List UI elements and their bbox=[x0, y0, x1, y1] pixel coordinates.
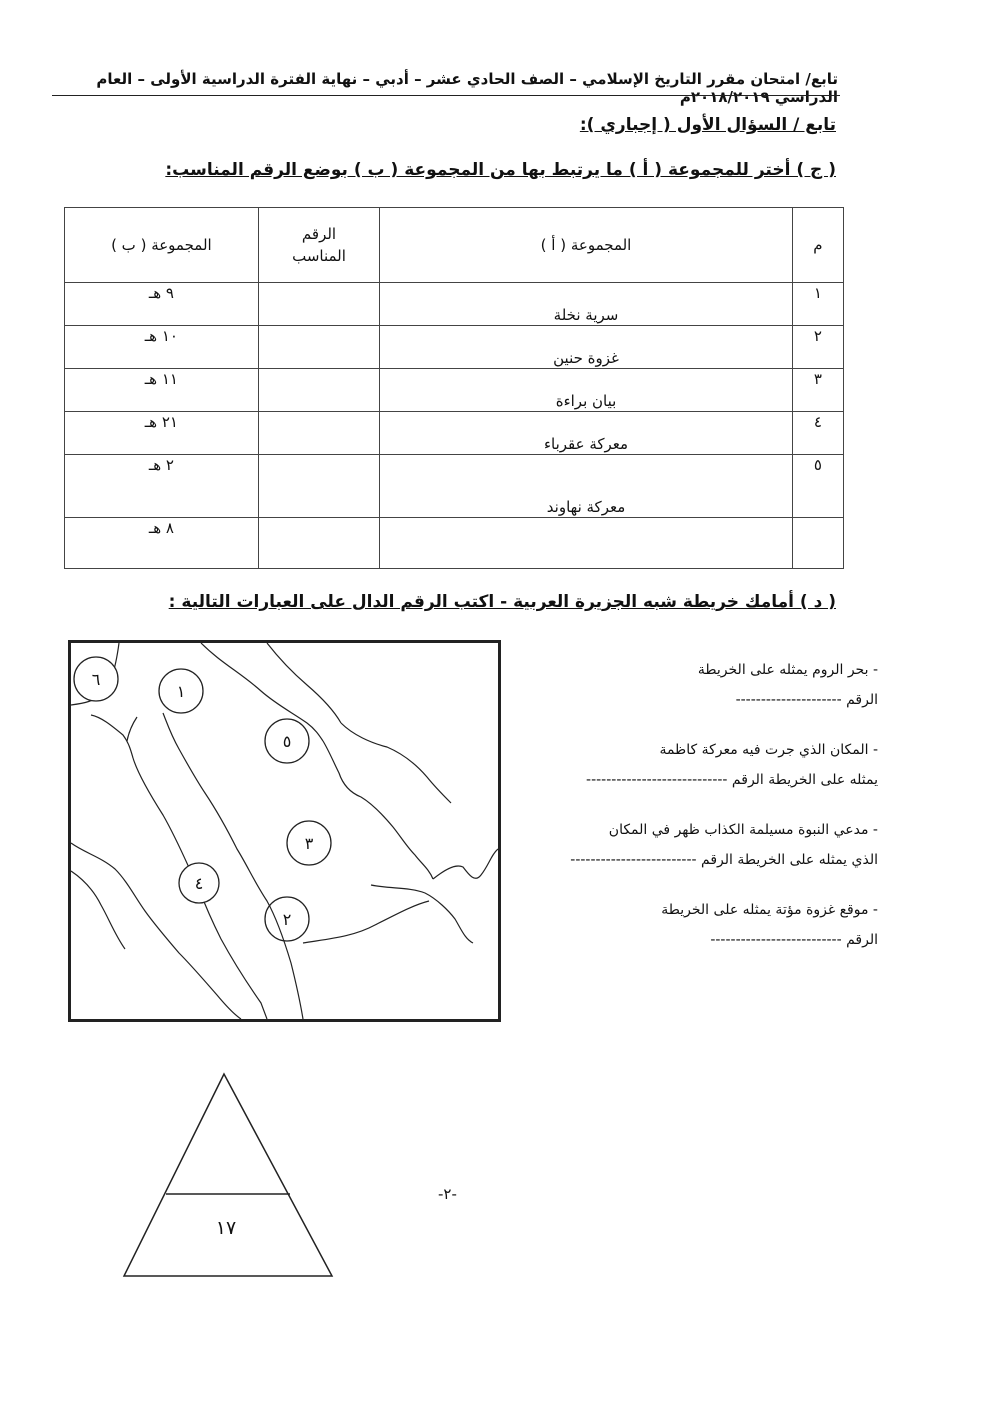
map-label-4: ٤ bbox=[194, 874, 204, 893]
cell-group-b: ١١ هـ bbox=[65, 369, 259, 412]
header-number: الرقم المناسب bbox=[258, 208, 379, 283]
answer-cell[interactable] bbox=[258, 369, 379, 412]
score-triangle bbox=[120, 1070, 336, 1280]
map-label-5: ٥ bbox=[282, 732, 292, 751]
table-row bbox=[65, 283, 844, 326]
cell-m: ٣ bbox=[792, 369, 843, 412]
southern-coast bbox=[303, 901, 429, 943]
map-label-1: ١ bbox=[176, 682, 186, 701]
map-question-3: - مدعي النبوة مسيلمة الكذاب ظهر في المكان الذي يمثله على الخريطة الرقم ------------------------- bbox=[570, 822, 878, 868]
cell-group-a: معركة عقرباء bbox=[380, 412, 793, 455]
exam-header: تابع/ امتحان مقرر التاريخ الإسلامي – الصف الحادي عشر – أدبي – نهاية الفترة الدراسية الأولى – العام الدراسي ٢٠١٨/٢٠١٩م bbox=[96, 70, 838, 106]
matching-table bbox=[64, 207, 844, 569]
map-question-1: - بحر الروم يمثله على الخريطة الرقم --------------------- bbox=[697, 662, 878, 708]
persian-gulf-north-coast bbox=[341, 723, 451, 803]
table-row bbox=[65, 412, 844, 455]
map-question-2: - المكان الذي جرت فيه معركة كاظمة يمثله على الخريطة الرقم ---------------------------- bbox=[586, 742, 878, 788]
part-c-instruction: ( ج ) أختر للمجموعة ( أ ) ما يرتبط بها من المجموعة ( ب ) بوضع الرقم المناسب: bbox=[165, 160, 836, 180]
cell-group-b: ٩ هـ bbox=[65, 283, 259, 326]
cell-group-a: معركة نهاوند bbox=[380, 455, 793, 518]
answer-cell[interactable] bbox=[258, 455, 379, 518]
oman-coast bbox=[433, 849, 498, 879]
cell-group-b: ١٠ هـ bbox=[65, 326, 259, 369]
cell-group-b: ٢ هـ bbox=[65, 455, 259, 518]
map-outline bbox=[71, 643, 498, 1019]
answer-cell[interactable] bbox=[258, 283, 379, 326]
map-markers bbox=[74, 657, 331, 941]
header-group-a: المجموعة ( أ ) bbox=[380, 208, 793, 283]
answer-cell[interactable] bbox=[258, 326, 379, 369]
section-title: تابع / السؤال الأول ( إجباري ): bbox=[579, 115, 836, 135]
score-value: ١٧ bbox=[215, 1217, 237, 1239]
header-divider bbox=[52, 95, 840, 96]
answer-cell[interactable] bbox=[258, 412, 379, 455]
cell-m: ١ bbox=[792, 283, 843, 326]
header-m: م bbox=[792, 208, 843, 283]
map-label-2: ٢ bbox=[282, 910, 292, 929]
table-row bbox=[65, 326, 844, 369]
table-row bbox=[65, 518, 844, 569]
table-header-row bbox=[65, 208, 844, 283]
cell-m bbox=[792, 518, 843, 569]
africa-coast bbox=[71, 843, 241, 1019]
table-row bbox=[65, 455, 844, 518]
arabian-peninsula-map bbox=[68, 640, 501, 1022]
answer-cell[interactable] bbox=[258, 518, 379, 569]
map-label-6: ٦ bbox=[91, 670, 101, 689]
cell-group-a: غزوة حنين bbox=[380, 326, 793, 369]
cell-m: ٥ bbox=[792, 455, 843, 518]
header-group-b: المجموعة ( ب ) bbox=[65, 208, 259, 283]
cell-group-b: ٢١ هـ bbox=[65, 412, 259, 455]
cell-group-a: بيان براءة bbox=[380, 369, 793, 412]
persian-gulf-west-coast bbox=[323, 741, 433, 879]
cell-group-a: سرية نخلة bbox=[380, 283, 793, 326]
part-d-instruction: ( د ) أمامك خريطة شبه الجزيرة العربية - اكتب الرقم الدال على العبارات التالية : bbox=[168, 592, 836, 612]
map-question-4: - موقع غزوة مؤتة يمثله على الخريطة الرقم -------------------------- bbox=[661, 902, 878, 948]
map-label-3: ٣ bbox=[304, 834, 314, 853]
cell-m: ٤ bbox=[792, 412, 843, 455]
river-line bbox=[201, 643, 323, 741]
cell-group-b: ٨ هـ bbox=[65, 518, 259, 569]
cell-group-a bbox=[380, 518, 793, 569]
page-number: -٢- bbox=[438, 1185, 457, 1203]
table-row bbox=[65, 369, 844, 412]
cell-m: ٢ bbox=[792, 326, 843, 369]
